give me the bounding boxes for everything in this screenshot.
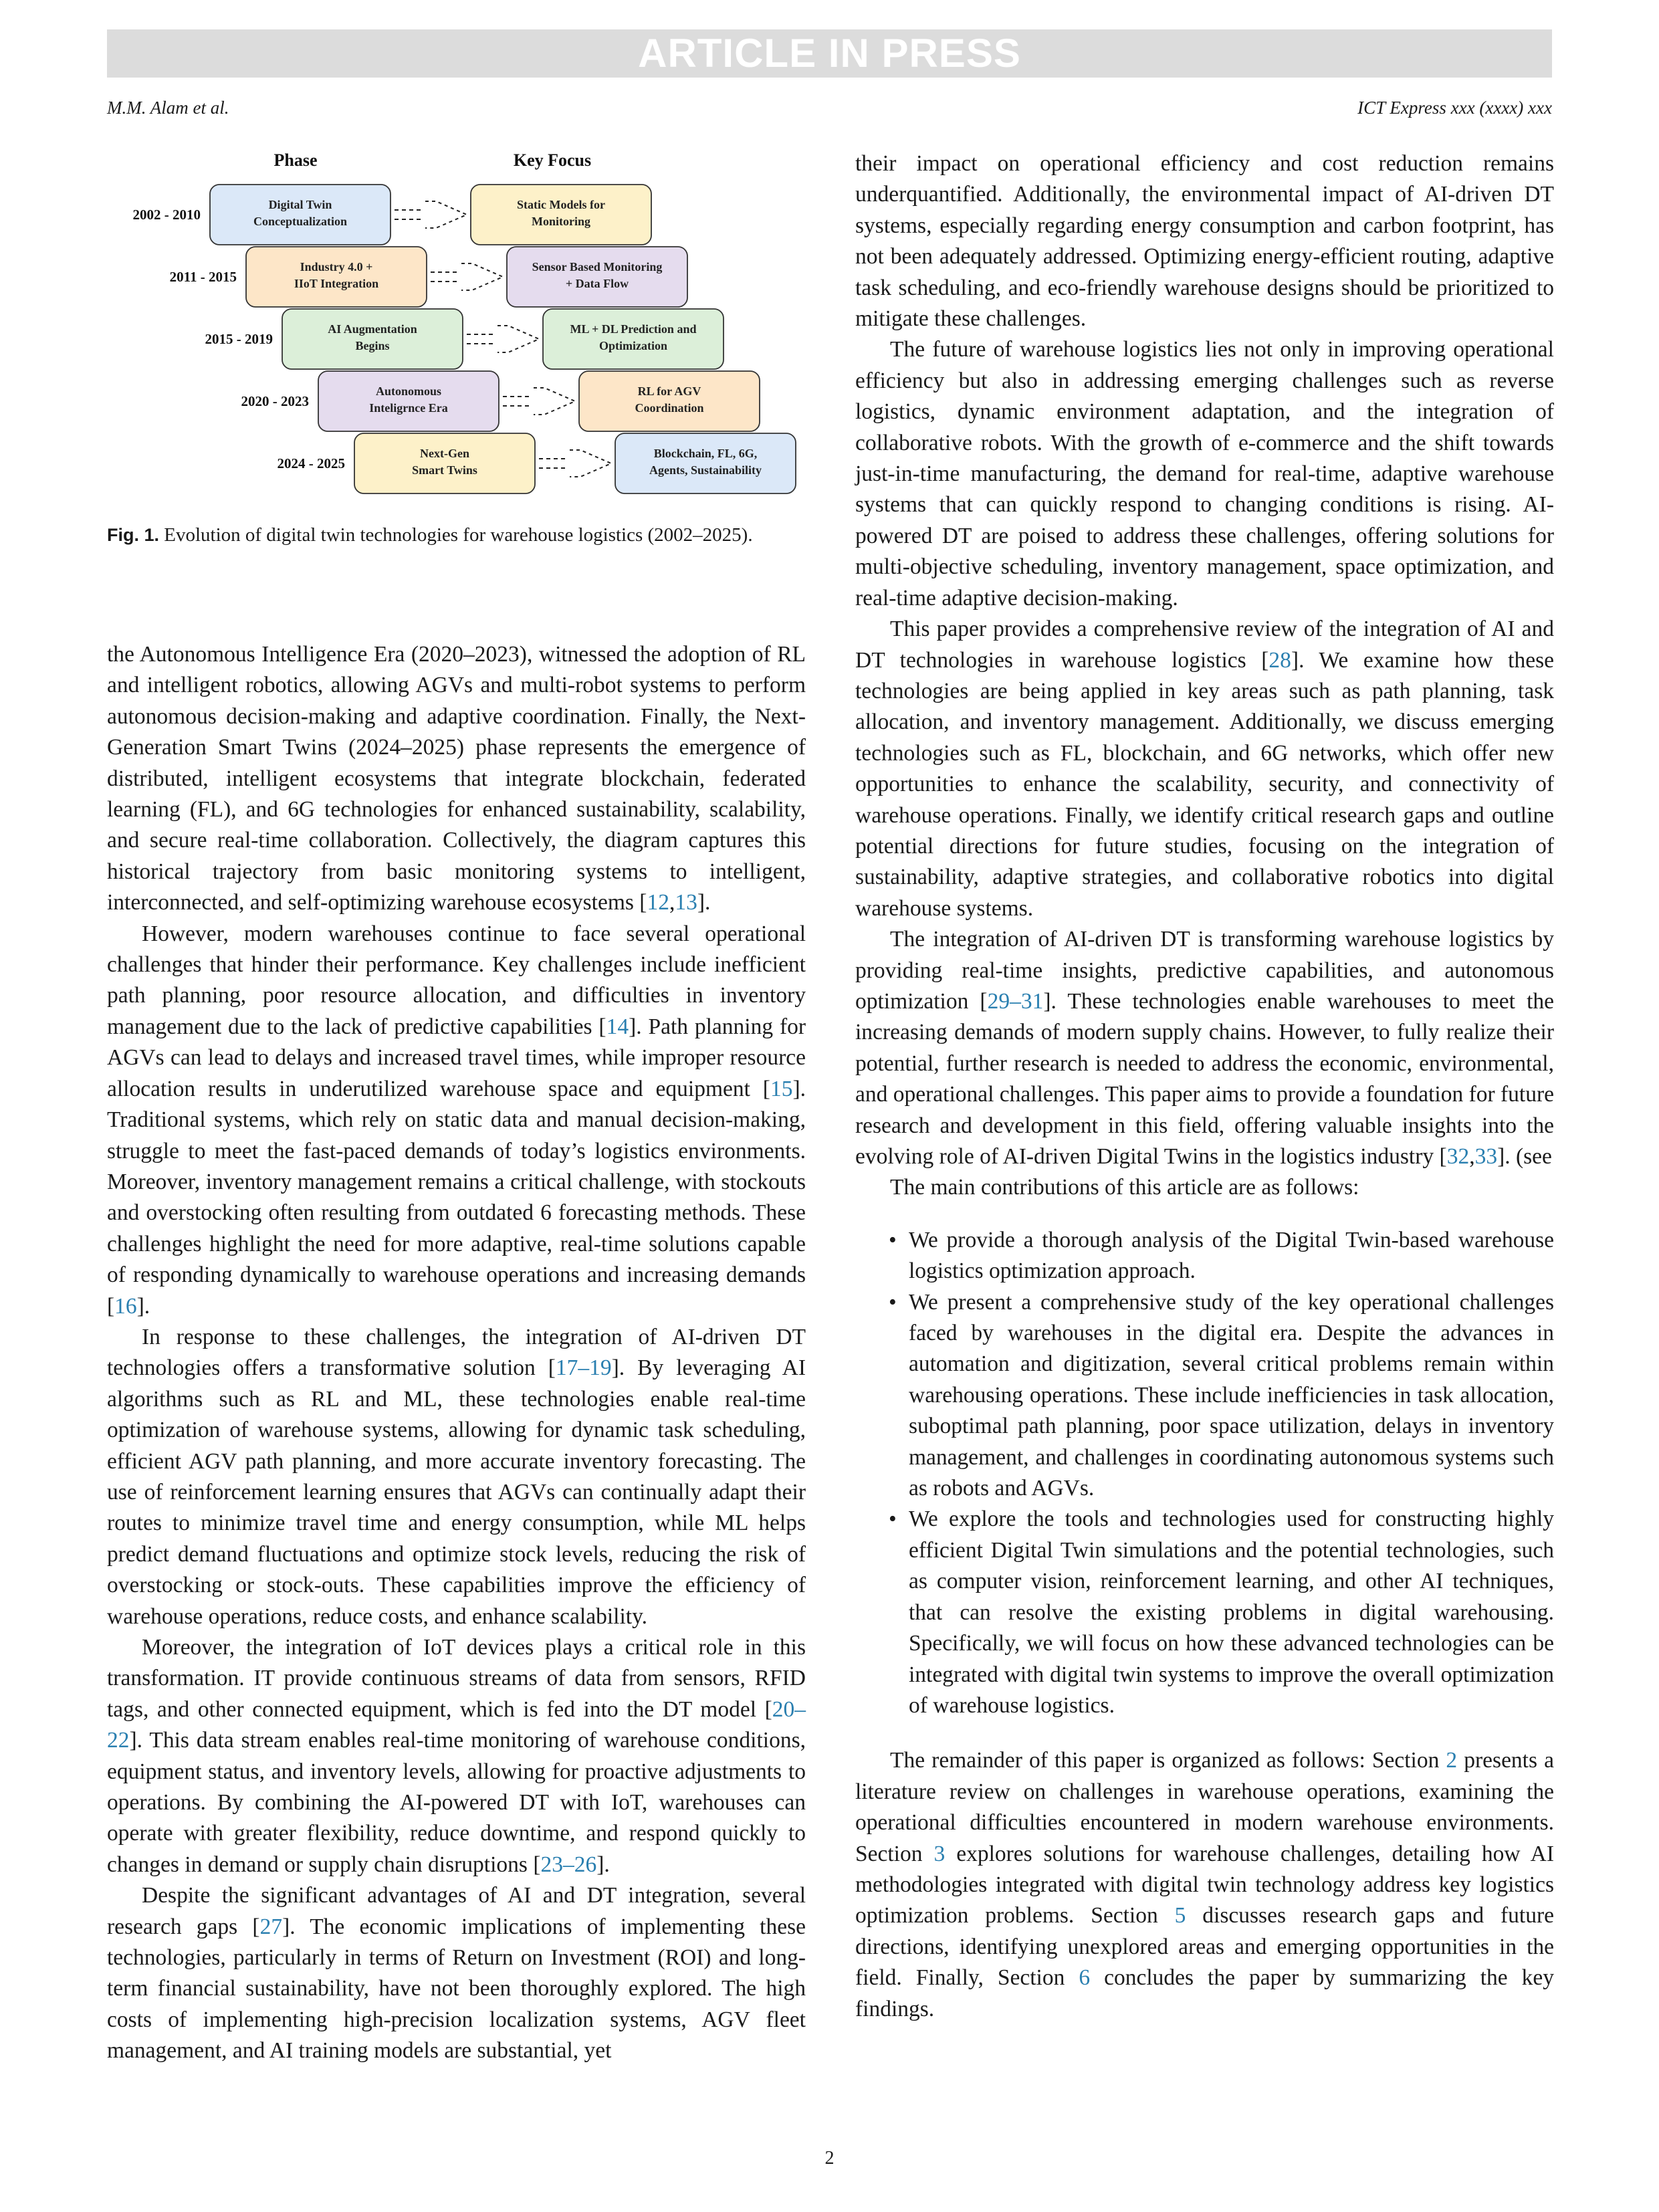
paragraph: their impact on operational efficiency and cost reduction remains underquantified. Additionally, the environmental impact of AI-driven DT systems, especially regarding energy consumption and carbon footprint, has not been adequately addressed. Optimizing energy-efficient routing, adaptive task scheduling, and eco-friendly warehouse designs should be prioritized to mitigate these challenges. xyxy=(855,151,1554,332)
bullet-icon: • xyxy=(889,1507,897,1532)
dashed-arrow-icon xyxy=(497,326,539,352)
citation-link[interactable]: 20–22 xyxy=(107,1696,806,1753)
citation-link[interactable]: 15 xyxy=(770,1076,793,1101)
citation-link[interactable]: 17–19 xyxy=(555,1355,612,1381)
phase-box-label: AI Augmentation Begins xyxy=(328,322,417,352)
paragraph: Despite the significant advantages of AI and DT integration, several research gaps [27]. The economic implications of implementing these technologies, particularly in terms of Return on Investment (ROI) and long-term financial sustainability, have not been thoroughly explored. The high costs of implementing high-precision localization systems, AGV fleet management, and AI training models are substantial, yet xyxy=(107,1883,806,2064)
left-column xyxy=(107,639,806,2067)
caption-label: Fig. 1. xyxy=(107,525,160,545)
citation-link[interactable]: 23–26 xyxy=(540,1852,597,1877)
list-item: • We provide a thorough analysis of the Digital Twin-based warehouse logistics optimization approach. xyxy=(855,1225,1554,1287)
paragraph: In response to these challenges, the integration of AI-driven DT technologies offers a transformative solution [17–19]. By leveraging AI algorithms such as RL and ML, these technologies enable real-time optimization of warehouse systems, allowing for dynamic task scheduling, efficient AGV path planning, and more accurate inventory forecasting. The use of reinforcement learning ensures that AGVs can continually adapt their routes to minimize travel time and energy consumption, while ML helps predict demand fluctuations and optimize stock levels, reducing the risk of overstocking or stock-outs. These capabilities improve the efficiency of warehouse operations, reduce costs, and enhance scalability. xyxy=(107,1324,806,1629)
citation-link[interactable]: 14 xyxy=(606,1014,629,1039)
paragraph: Moreover, the integration of IoT devices plays a critical role in this transformation. IT provide continuous streams of data from sensors, RFID tags, and other connected equipment, which is fed into the DT model [20–22]. This data stream enables real-time monitoring of warehouse conditions, equipment status, and inventory levels, allowing for proactive adjustments to operations. By combining the AI-powered DT with IoT, warehouses can operate with greater flexibility, reduce downtime, and respond quickly to changes in demand or supply chain disruptions [23–26]. xyxy=(107,1635,806,1877)
timeline-year-label: 2024 - 2025 xyxy=(277,455,345,471)
dashed-arrow-icon xyxy=(570,450,611,477)
dashed-arrow-icon xyxy=(534,388,575,415)
dashed-arrow-icon xyxy=(461,263,503,290)
paragraph: the Autonomous Intelligence Era (2020–2023), witnessed the adoption of RL and intelligent robotics, allowing AGVs and multi-robot systems to perform autonomous decision-making and adaptive coordination. Finally, the Next-Generation Smart Twins (2024–2025) phase represents the emergence of distributed, intelligent ecosystems that integrate blockchain, federated learning (FL), and 6G technologies for enhanced sustainability, scalability, and secure real-time collaboration. Collectively, the diagram captures this historical trajectory from basic monitoring systems to intelligent, interconnected, and self-optimizing warehouse ecosystems [12,13]. xyxy=(107,642,806,915)
timeline-diagram xyxy=(107,148,806,510)
timeline-year-label: 2020 - 2023 xyxy=(241,393,309,409)
focus-box-label: ML + DL Prediction and Optimization xyxy=(570,322,697,352)
list-item: • We explore the tools and technologies used for constructing highly efficient Digital Twin simulations and the potential technologies, such as computer vision, reinforcement learning, and other AI techniques, that can resolve the existing problems in digital warehousing. Specifically, we will focus on how these advanced technologies can be integrated with digital twin systems to improve the overall optimization of warehouse logistics. xyxy=(855,1504,1554,1721)
phase-box-label: Next-Gen Smart Twins xyxy=(412,447,477,477)
figure-1-caption xyxy=(107,522,806,548)
citation-link[interactable]: 28 xyxy=(1268,647,1291,673)
timeline-year-label: 2002 - 2010 xyxy=(132,207,201,223)
citation-link[interactable]: 12 xyxy=(647,890,669,915)
timeline-year-label: 2015 - 2019 xyxy=(205,331,273,347)
caption-text: Evolution of digital twin technologies for warehouse logistics (2002–2025). xyxy=(164,524,753,546)
phase-box-label: Digital Twin Conceptualization xyxy=(253,198,348,228)
phase-box-label: Industry 4.0 + IIoT Integration xyxy=(294,260,379,290)
bullet-icon: • xyxy=(889,1289,897,1315)
citation-link[interactable]: 13 xyxy=(675,890,697,915)
right-column xyxy=(855,148,1554,2025)
section-link[interactable]: 5 xyxy=(1174,1903,1186,1928)
paragraph: The future of warehouse logistics lies not only in improving operational efficiency but also in addressing emerging challenges such as reverse logistics, dynamic environment adaptation, and the integration of collaborative robots. With the growth of e-commerce and the shift towards just-in-time manufacturing, the demand for real-time, adaptive warehouse systems that can quickly respond to changing conditions is rising. AI-powered DT are poised to address these challenges, offering solutions for multi-objective scheduling, inventory management, space optimization, and real-time adaptive decision-making. xyxy=(855,337,1554,611)
focus-box-label: Static Models for Monitoring xyxy=(517,198,605,228)
phase-column-header: Phase xyxy=(273,150,318,170)
section-link[interactable]: 2 xyxy=(1446,1748,1458,1773)
section-link[interactable]: 6 xyxy=(1079,1965,1091,1991)
focus-box-label: RL for AGV Coordination xyxy=(635,384,704,415)
contributions-list xyxy=(855,1225,1554,1722)
dashed-arrow-icon xyxy=(425,201,467,228)
bullet-icon: • xyxy=(889,1227,897,1252)
citation-link[interactable]: 27 xyxy=(259,1914,283,1939)
focus-box-label: Sensor Based Monitoring + Data Flow xyxy=(532,260,663,290)
figure-link[interactable]: 33 xyxy=(1474,1144,1498,1169)
key-focus-column-header: Key Focus xyxy=(513,150,592,170)
figure-1-timeline xyxy=(107,148,806,510)
paragraph: However, modern warehouses continue to face several operational challenges that hinder their performance. Key challenges include inefficient path planning, poor resource allocation, and difficulties in inventory management due to the lack of predictive capabilities [14]. Path planning for AGVs can lead to delays and increased travel times, while improper resource allocation results in underutilized warehouse space and equipment [15]. Traditional systems, which rely on static data and manual decision-making, struggle to meet the fast-paced demands of today’s logistics environments. Moreover, inventory management remains a critical challenge, with stockouts and overstocking often resulting from outdated 6 forecasting methods. These challenges highlight the need for more adaptive, real-time solutions capable of responding dynamically to warehouse operations and increasing demands [16]. xyxy=(107,921,806,1319)
paragraph: The main contributions of this article are as follows: xyxy=(890,1175,1359,1200)
paragraph: The integration of AI-driven DT is transforming warehouse logistics by providing real-time insights, predictive capabilities, and autonomous optimization [29–31]. These technologies enable warehouses to meet the increasing demands of modern supply chains. However, to fully realize their potential, further research is needed to address the economic, environmental, and operational challenges. This paper aims to provide a foundation for future research and development in this field, offering valuable insights into the evolving role of AI-driven Digital Twins in the logistics industry [32,33]. (see xyxy=(855,927,1554,1169)
citation-link[interactable]: 16 xyxy=(114,1293,137,1319)
list-item: • We present a comprehensive study of the key operational challenges faced by warehouses in the digital era. Despite the advances in automation and digitization, several critical problems remain within warehousing operations. These include inefficiencies in task allocation, suboptimal path planning, poor space utilization, delays in inventory management, and challenges in coordinating autonomous systems such as robots and AGVs. xyxy=(855,1287,1554,1505)
timeline-year-label: 2011 - 2015 xyxy=(169,269,237,285)
page-number: 2 xyxy=(824,2148,835,2169)
paragraph: This paper provides a comprehensive review of the integration of AI and DT technologies in warehouse logistics [28]. We examine how these technologies are being applied in key areas such as path planning, task allocation, and inventory management. Additionally, we discuss emerging technologies such as FL, blockchain, and 6G networks, which offer new opportunities to enhance the scalability, security, and connectivity of warehouse operations. Finally, we identify critical research gaps and outline potential directions for future studies, focusing on the integration of sustainability, adaptive strategies, and collaborative robotics into digital warehouse systems. xyxy=(855,617,1554,921)
paragraph: The remainder of this paper is organized as follows: Section 2 presents a literature review on challenges in warehouse operations, examining the operational difficulties encountered in modern warehouse environments. Section 3 explores solutions for warehouse challenges, detailing how AI methodologies integrated with digital twin technology address key logistics optimization problems. Section 5 discusses research gaps and future directions, identifying unexplored areas and emerging opportunities in the field. Finally, Section 6 concludes the paper by summarizing the key findings. xyxy=(855,1748,1555,2021)
citation-link[interactable]: 32 xyxy=(1446,1144,1470,1169)
running-head-journal: ICT Express xxx (xxxx) xxx xyxy=(1357,98,1552,118)
running-head-authors: M.M. Alam et al. xyxy=(107,98,229,118)
citation-link[interactable]: 29–31 xyxy=(987,988,1044,1014)
focus-box-label: Blockchain, FL, 6G, Agents, Sustainability xyxy=(649,447,762,477)
article-in-press-banner: ARTICLE IN PRESS xyxy=(107,29,1552,78)
phase-box-label: Autonomous Inteligrnce Era xyxy=(369,384,448,415)
section-link[interactable]: 3 xyxy=(933,1841,946,1866)
